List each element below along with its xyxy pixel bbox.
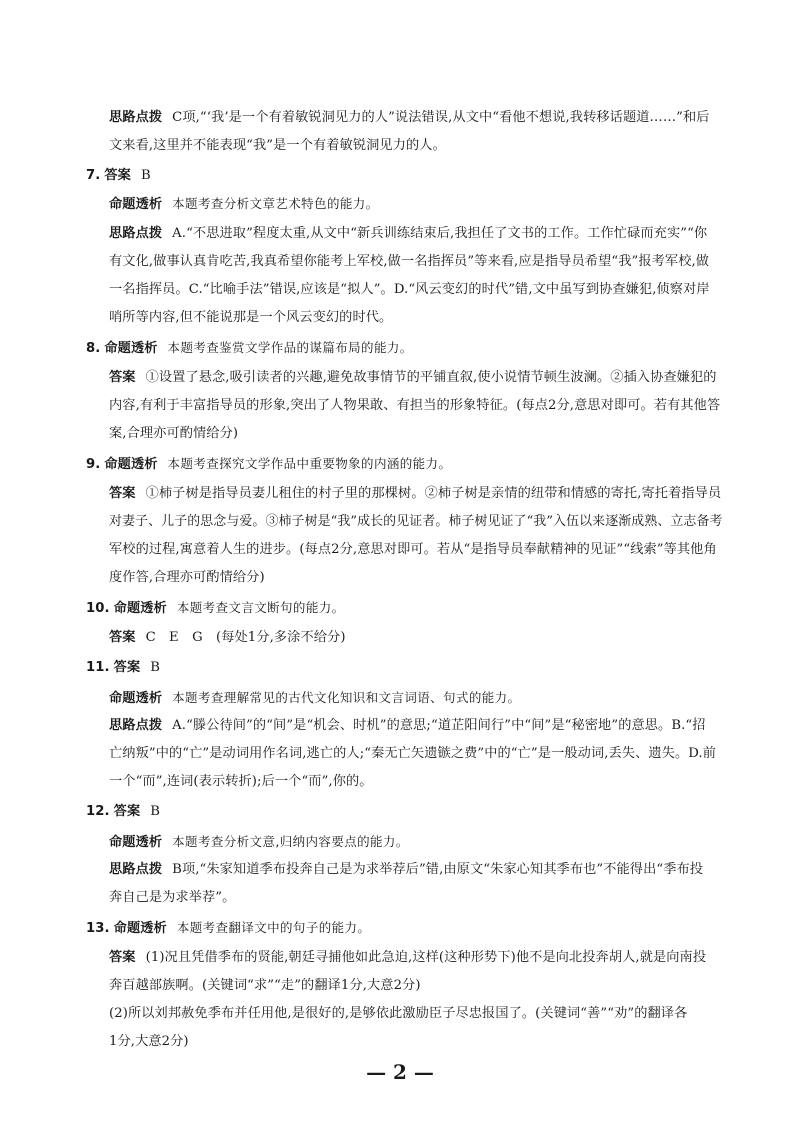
q9-analysis-line: 9. 命题透析 本题考查探究文学作品中重要物象的内涵的能力。 <box>86 456 452 472</box>
line-33: 1分,大意2分) <box>109 1034 189 1049</box>
line-32: (2)所以刘邦赦免季布并任用他,是很好的,是够依此激励臣子尽忠报国了。(关键词“善”“劝”的翻译各 <box>109 1006 688 1021</box>
line-17: 度作答,合理亦可酌情给分) <box>109 570 265 585</box>
q12-answer-line: 12. 答案 B <box>86 804 161 819</box>
line-10: 答案 ①设置了悬念,吸引读者的兴趣,避免故事情节的平铺直叙,使小说情节顿生波澜。②插入协查嫌犯的 <box>109 370 717 385</box>
line-30: 答案 (1)况且凭借季布的贤能,朝廷寻捕他如此急迫,这样(这种形势下)他不是向北投奔胡人,就是向南投 <box>109 950 707 965</box>
q10-answer-line: 答案 C E G (每处1分,多涂不给分) <box>109 630 346 645</box>
page-number: — 2 — <box>366 1060 434 1084</box>
line-22: 思路点拨 A.“滕公待间”的“间”是“机会、时机”的意思;“道芷阳间行”中“间”是“秘密地”的意思。B.“招 <box>109 718 706 733</box>
q11-answer-line: 11. 答案 B <box>86 660 161 675</box>
line-11: 内容,有利于丰富指导员的形象,突出了人物果敢、有担当的形象特征。(每点2分,意思对即可。若有其他答 <box>109 398 721 413</box>
line-1: 思路点拨 C项,“‘我’是一个有着敏锐洞见力的人”说法错误,从文中“看他不想说,我转移话题道……”和后 <box>109 110 710 125</box>
line-24: 一个“而”,连词(表示转折);后一个“而”,你的。 <box>109 774 373 789</box>
line-27: 思路点拨 B项,“朱家知道季布投奔自己是为求举荐后”错,由原文“朱家心知其季布也”不能得出“季布投 <box>109 862 704 877</box>
line-5: 思路点拨 A.“不思进取”程度太重,从文中“新兵训练结束后,我担任了文书的工作。工作忙碌而充实”“你 <box>109 226 708 241</box>
q10-analysis-line: 10. 命题透析 本题考查文言文断句的能力。 <box>86 600 345 616</box>
q7-answer-line: 7. 答案 B <box>86 168 151 183</box>
line-6: 有文化,做事认真肯吃苦,我真希望你能考上军校,做一名指挥员”等来看,应是指导员希望“我”报考军校,做 <box>109 254 710 269</box>
q8-analysis-line: 8. 命题透析 本题考查鉴赏文学作品的谋篇布局的能力。 <box>86 340 413 356</box>
line-31: 奔百越部族啊。(关键词“求”“走”的翻译1分,大意2分) <box>109 978 421 993</box>
q7-analysis-line: 命题透析 本题考查分析文章艺术特色的能力。 <box>109 196 379 212</box>
q13-analysis-line: 13. 命题透析 本题考查翻译文中的句子的能力。 <box>86 920 371 936</box>
line-12: 案,合理亦可酌情给分) <box>109 426 239 441</box>
q11-analysis-line: 命题透析 本题考查理解常见的古代文化知识和文言词语、句式的能力。 <box>109 690 521 706</box>
line-14: 答案 ①柿子树是指导员妻儿租住的村子里的那棵树。②柿子树是亲情的纽带和情感的寄托,寄托着指导员 <box>109 486 722 501</box>
q12-analysis-line: 命题透析 本题考查分析文意,归纳内容要点的能力。 <box>109 834 409 850</box>
line-23: 亡纳叛”中的“亡”是动词用作名词,逃亡的人;“秦无亡矢遗镞之费”中的“亡”是一般动词,丢失、遗失。D.前 <box>109 746 717 761</box>
line-2: 文来看,这里并不能表现“我”是一个有着敏锐洞见力的人。 <box>109 138 446 153</box>
line-15: 对妻子、儿子的思念与爱。③柿子树是“我”成长的见证者。柿子树见证了“我”入伍以来逐渐成熟、立志备考 <box>109 514 723 529</box>
line-28: 奔自己是为求举荐”。 <box>109 890 236 905</box>
line-16: 军校的过程,寓意着人生的进步。(每点2分,意思对即可。若从“是指导员奉献精神的见证”“线索”等其他角 <box>109 542 717 557</box>
line-7: 一名指挥员。C.“比喻手法”错误,应该是“拟人”。D.“风云变幻的时代”错,文中虽写到协查嫌犯,侦察对岸 <box>109 282 710 297</box>
line-8: 哨所等内容,但不能说那是一个风云变幻的时代。 <box>109 310 393 325</box>
